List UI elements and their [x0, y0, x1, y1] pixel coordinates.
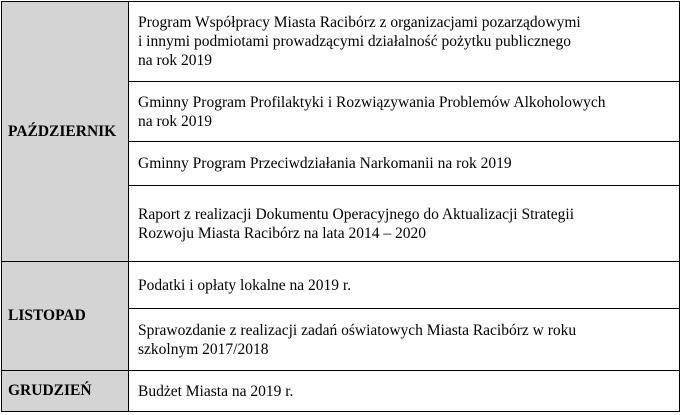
item-cell: Program Współpracy Miasta Racibórz z organizacjami pozarządowymi i innymi podmiotami prowadzącymi działalność pożytku publicznego na rok 2019 [129, 2, 680, 82]
month-cell-december: GRUDZIEŃ [2, 371, 129, 412]
item-cell: Budżet Miasta na 2019 r. [129, 371, 680, 412]
table-row [2, 371, 680, 412]
month-cell-october: PAŹDZIERNIK [2, 2, 129, 262]
item-cell: Sprawozdanie z realizacji zadań oświatowych Miasta Racibórz w roku szkolnym 2017/2018 [129, 309, 680, 371]
table-row [2, 2, 680, 82]
item-cell: Gminny Program Profilaktyki i Rozwiązywania Problemów Alkoholowych na rok 2019 [129, 82, 680, 142]
item-cell: Raport z realizacji Dokumentu Operacyjnego do Aktualizacji Strategii Rozwoju Miasta Racibórz na lata 2014 – 2020 [129, 186, 680, 262]
item-cell: Podatki i opłaty lokalne na 2019 r. [129, 262, 680, 309]
item-cell: Gminny Program Przeciwdziałania Narkomanii na rok 2019 [129, 142, 680, 186]
month-cell-november: LISTOPAD [2, 262, 129, 371]
schedule-table [1, 1, 680, 412]
table-row [2, 262, 680, 309]
